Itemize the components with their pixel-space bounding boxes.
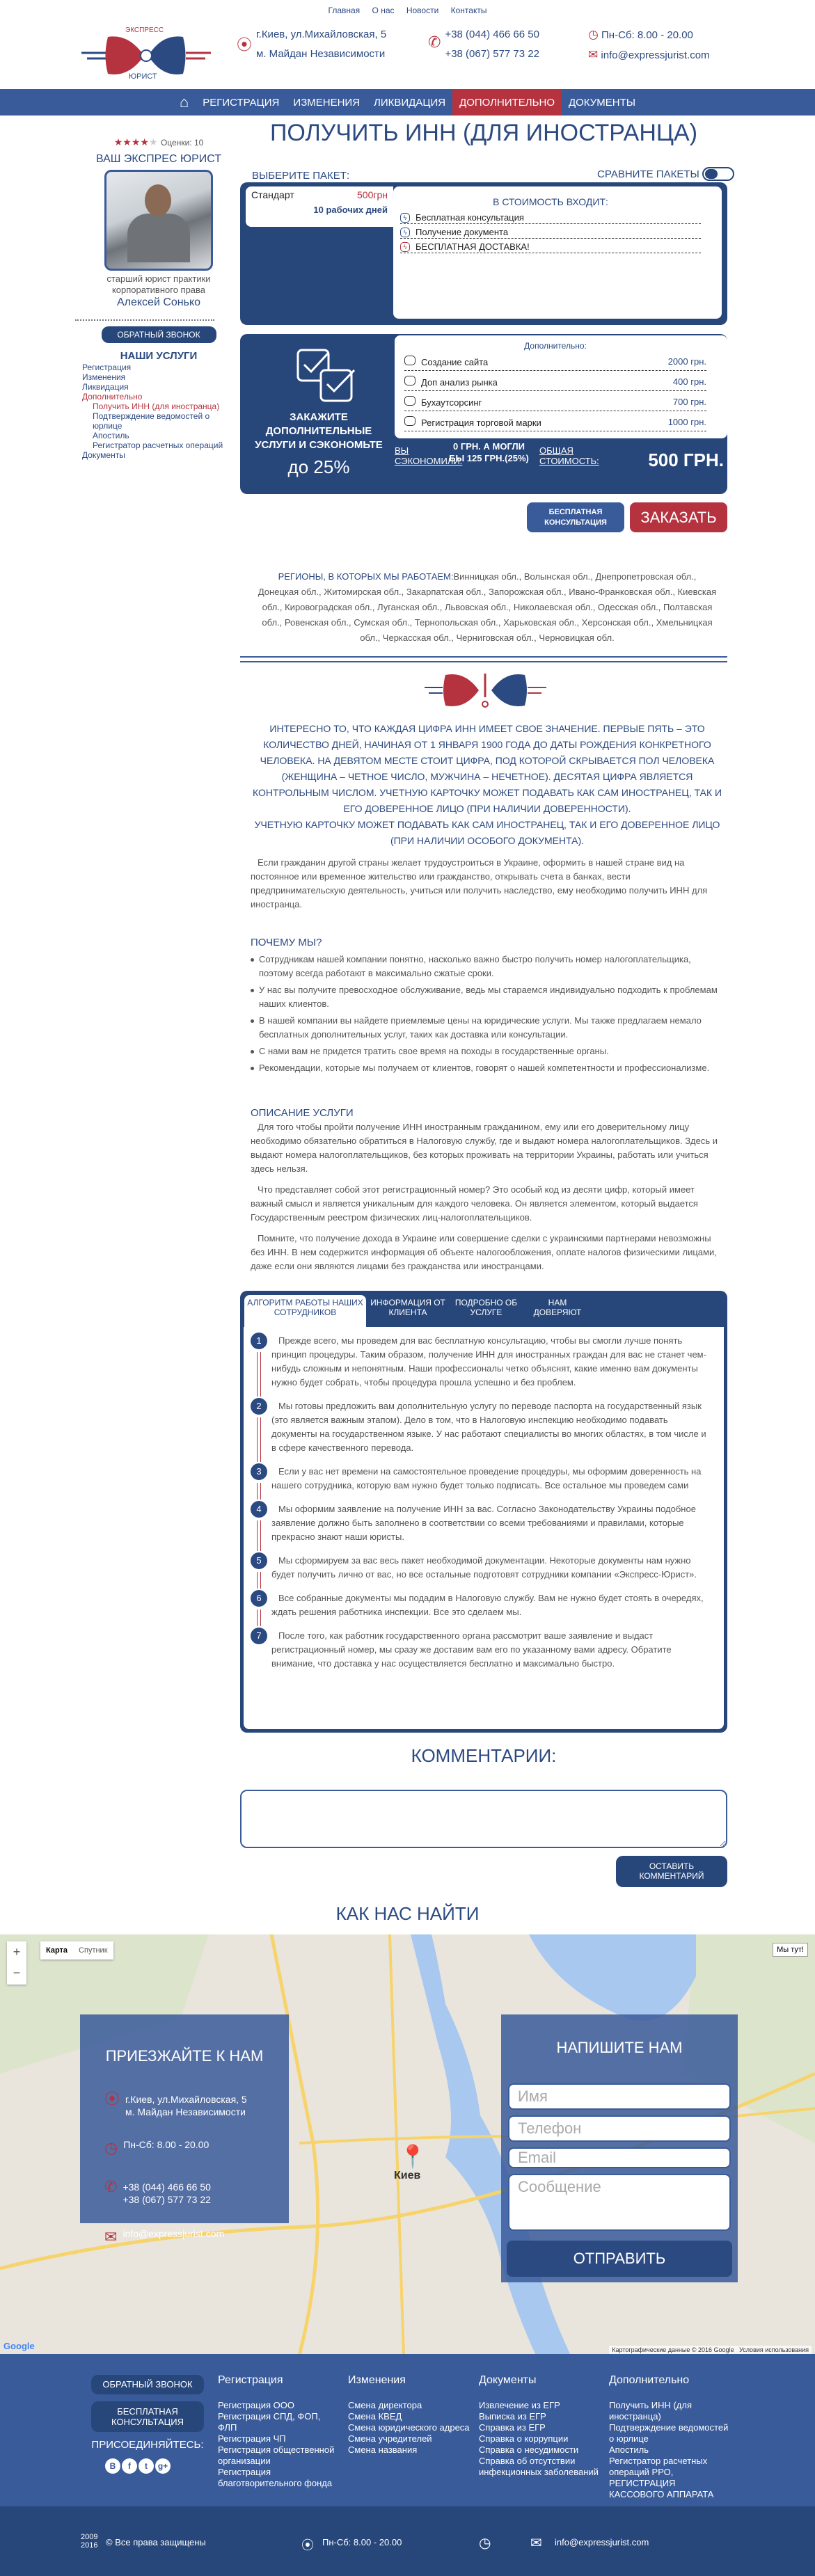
clock-icon: ◷: [479, 2536, 491, 2551]
step-number: 5: [251, 1552, 267, 1569]
header-email[interactable]: info@expressjurist.com: [601, 49, 710, 61]
package-box: [240, 182, 727, 325]
star-icon[interactable]: ★: [140, 136, 149, 148]
nav-changes[interactable]: ИЗМЕНЕНИЯ: [293, 96, 361, 109]
top-links: [0, 6, 815, 15]
nav-registration[interactable]: РЕГИСТРАЦИЯ: [203, 96, 280, 109]
services-menu: [82, 351, 235, 460]
description-heading: ОПИСАНИЕ УСЛУГИ: [251, 1107, 354, 1119]
zoom-controls: [7, 1941, 26, 1985]
includes-heading: В СТОИМОСТЬ ВХОДИТ:: [493, 196, 608, 207]
step-number: 3: [251, 1463, 267, 1480]
footer-bottom: [0, 2506, 815, 2576]
algorithm-step: [244, 1399, 710, 1455]
phone-2[interactable]: +38 (067) 577 73 22: [445, 48, 539, 60]
footer-column-heading[interactable]: Изменения: [348, 2374, 406, 2386]
main-nav: [0, 89, 815, 116]
footer-link[interactable]: Регистрация общественной организации: [218, 2444, 335, 2466]
exclamation-bowtie-icon: [425, 669, 546, 711]
map[interactable]: [0, 1934, 815, 2355]
step-number: 1: [251, 1333, 267, 1349]
tab[interactable]: ПОДРОБНО ОБ УСЛУГЕ: [454, 1298, 518, 1317]
algorithm-step: [244, 1554, 710, 1582]
step-text: После того, как работник государственного органа рассмотрит ваше заявление и выдаст регистрационный номер, мы сразу же доставим вам его по указанному вами адресу. Обратите внимание, что доставка у нас осуществляется бесплатно и максимально быстро.: [271, 1630, 672, 1669]
contact-form-heading: НАПИШИТЕ НАМ: [556, 2039, 683, 2056]
map-marker-icon[interactable]: 📍: [399, 2144, 427, 2169]
step-number: 6: [251, 1590, 267, 1607]
package-includes: [393, 186, 722, 319]
footer-link[interactable]: Получить ИНН (для иностранца): [609, 2400, 693, 2422]
saved-value: 0 ГРН. А МОГЛИ БЫ 125 ГРН.(25%): [449, 441, 529, 463]
nav-additional[interactable]: ДОПОЛНИТЕЛЬНО: [452, 89, 562, 116]
footer-link[interactable]: Извлечение из ЕГР: [479, 2400, 560, 2410]
step-connector: [257, 1483, 261, 1500]
map-attribution: Картографические данные © 2016 Google: [612, 2346, 734, 2353]
interesting-fact-2: УЧЕТНУЮ КАРТОЧКУ МОЖЕТ ПОДАВАТЬ КАК САМ ИНОСТРАНЕЦ, ТАК И ЕГО ДОВЕРЕННОЕ ЛИЦО (ПРИ НАЛИЧИИ ОСОБОГО ДОКУМЕНТА).: [254, 819, 720, 846]
footer-column: [609, 2375, 731, 2500]
contact-form-panel: [501, 2014, 738, 2282]
footer-column-heading[interactable]: Дополнительно: [609, 2374, 690, 2386]
lawyer-photo: [104, 170, 213, 271]
rating-count: Оценки: 10: [160, 138, 204, 148]
callback-button[interactable]: ОБРАТНЫЙ ЗВОНОК: [102, 326, 216, 343]
package-term: 10 рабочих дней: [313, 205, 388, 215]
visit-address1: г.Киев, ул.Михайловская, 5: [125, 2094, 247, 2105]
footer-link[interactable]: Выписка из ЕГР: [479, 2411, 546, 2422]
service-description: [251, 1106, 724, 1280]
footer-link[interactable]: Справка о коррупции: [479, 2433, 569, 2444]
nav-documents[interactable]: ДОКУМЕНТЫ: [568, 96, 636, 109]
footer-consult-button[interactable]: БЕСПЛАТНАЯ КОНСУЛЬТАЦИЯ: [91, 2401, 204, 2432]
footer-link[interactable]: Смена КВЕД: [348, 2411, 402, 2422]
sidebar-service-link[interactable]: Дополнительно: [82, 392, 143, 401]
extra-service-price: 2000 грн.: [667, 356, 706, 367]
mail-icon: ✉: [530, 2536, 542, 2551]
footer: [0, 2354, 815, 2507]
intro-paragraph: Если гражданин другой страны желает трудоустроиться в Украине, оформить в нашей стране вид на постоянное или временное жительство или гражданство, открывать счета в банках, вести предпринимательскую деятельность, учиться или получить наследство, ему необходимо получить ИНН для иностранца.: [251, 857, 708, 909]
order-button[interactable]: ЗАКАЗАТЬ: [630, 502, 727, 532]
copyright: © Все права защищены: [106, 2537, 206, 2547]
comment-input[interactable]: [240, 1790, 727, 1848]
send-button[interactable]: ОТПРАВИТЬ: [507, 2241, 732, 2277]
lightning-icon: ϟ: [400, 213, 410, 223]
extra-service: [404, 416, 541, 428]
logo-text-top: ЭКСПРЕСС: [125, 26, 164, 34]
footer-column-heading[interactable]: Документы: [479, 2374, 537, 2386]
included-item: [400, 212, 701, 224]
footer-link[interactable]: Регистрация ООО: [218, 2400, 294, 2410]
work-hours: Пн-Сб: 8.00 - 20.00: [601, 29, 693, 41]
extra-service-checkbox[interactable]: [404, 416, 416, 426]
map-terms-link[interactable]: Условия использования: [739, 2346, 809, 2353]
top-link-contacts[interactable]: Контакты: [450, 6, 487, 15]
map-pin-icon: ⦿: [237, 36, 253, 54]
visit-us-panel: [80, 2014, 289, 2245]
top-link-news[interactable]: Новости: [406, 6, 439, 15]
extra-service-checkbox[interactable]: [404, 356, 416, 365]
free-consultation-button[interactable]: БЕСПЛАТНАЯ КОНСУЛЬТАЦИЯ: [527, 502, 624, 532]
twitter-icon[interactable]: t: [139, 2458, 154, 2474]
extra-service-label: Регистрация торговой марки: [421, 418, 541, 428]
included-item-label: Получение документа: [416, 227, 509, 237]
footer-link[interactable]: Справка об отсутствии инфекционных заболеваний: [479, 2456, 599, 2477]
choose-package-label: ВЫБЕРИТЕ ПАКЕТ:: [252, 170, 350, 182]
algorithm-step: [244, 1334, 710, 1390]
extra-service-row: [404, 393, 706, 411]
regions: [258, 569, 717, 646]
why-item: Сотрудникам нашей компании понятно, насколько важно быстро получить номер налогоплательщика, поэтому всегда работают в максимально сжатые сроки.: [251, 953, 724, 980]
included-item: [400, 241, 701, 253]
sidebar-service-link[interactable]: Документы: [82, 450, 125, 460]
footer-link[interactable]: Смена учредителей: [348, 2433, 432, 2444]
extras-box: [240, 334, 727, 494]
why-us: [251, 936, 724, 1075]
extras-list: [395, 335, 727, 438]
extra-service-checkbox[interactable]: [404, 396, 416, 406]
interesting-fact-1: ИНТЕРЕСНО ТО, ЧТО КАЖДАЯ ЦИФРА ИНН ИМЕЕТ СВОЕ ЗНАЧЕНИЕ. ПЕРВЫЕ ПЯТЬ – ЭТО КОЛИЧЕСТВО ДНЕЙ, НАЧИНАЯ ОТ 1 ЯНВАРЯ 1900 ГОДА ДО ДАТЫ РОЖДЕНИЯ КОНКРЕТНОГО ЧЕЛОВЕКА. НА ДЕВЯТОМ МЕСТЕ СТОИТ ЦИФРА, ПОД КОТОРОЙ СКРЫВАЕТСЯ ПОЛ ЧЕЛОВЕКА (ЖЕНЩИНА – ЧЕТНОЕ ЧИСЛО, МУЖЧИНА – НЕЧЕТНОЕ). ДЕСЯТАЯ ЦИФРА ЯВЛЯЕТСЯ КОНТРОЛЬНЫМ ЧИСЛОМ. УЧЕТНУЮ КАРТОЧКУ МОЖЕТ ПОДАВАТЬ КАК САМ ИНОСТРАНЕЦ, ТАК И ЕГО ДОВЕРЕННОЕ ЛИЦО (ПРИ НАЛИЧИИ ДОВЕРЕННОСТИ).: [252, 723, 722, 814]
phone-icon: ✆: [428, 33, 441, 51]
address-line2: м. Майдан Независимости: [256, 48, 386, 60]
map-city-label: Киев: [394, 2170, 421, 2181]
logo[interactable]: [80, 26, 212, 82]
saved-label: ВЫ СЭКОНОМИЛИ:: [395, 445, 463, 466]
find-us-heading: КАК НАС НАЙТИ: [335, 1903, 480, 1924]
lawyer-name: Алексей Сонько: [116, 296, 201, 308]
sidebar-service-link[interactable]: Получить ИНН (для иностранца): [93, 401, 220, 411]
vk-icon[interactable]: В: [105, 2458, 120, 2474]
tab[interactable]: АЛГОРИТМ РАБОТЫ НАШИХ СОТРУДНИКОВ: [244, 1295, 366, 1327]
phone-icon: ✆: [104, 2178, 118, 2195]
clock-icon: ◷: [104, 2139, 118, 2156]
interesting-facts: [251, 721, 724, 849]
name-input[interactable]: Имя: [508, 2083, 731, 2110]
phone-input[interactable]: Телефон: [508, 2115, 731, 2142]
why-item: В нашей компании вы найдете приемлемые цены на юридические услуги. Мы также предлагаем немало бесплатных дополнительных услуг, таких как доставка или консультации.: [251, 1014, 724, 1042]
total-value: 500 ГРН.: [648, 450, 724, 470]
mail-icon: ✉: [104, 2228, 118, 2245]
footer-column: [348, 2375, 470, 2456]
extra-service-price: 400 грн.: [672, 376, 706, 387]
step-text: Мы сформируем за вас весь пакет необходимой документации. Некоторые документы нам нужно будет получить лично от вас, но все остальные подготовят сотрудники компании «Экспресс-Юрист».: [271, 1555, 697, 1580]
sidebar-service-link[interactable]: Подтверждение ведомостей о юрлице: [93, 411, 210, 431]
compare-packages[interactable]: [597, 167, 734, 181]
submit-comment-button[interactable]: ОСТАВИТЬ КОММЕНТАРИЙ: [616, 1856, 727, 1887]
footer-column: [218, 2375, 340, 2489]
extra-service-label: Бухаутсорсинг: [421, 397, 482, 408]
why-heading: ПОЧЕМУ МЫ?: [251, 937, 322, 948]
total-label: ОБЩАЯ СТОИМОСТЬ:: [539, 445, 599, 466]
sidebar-service-link[interactable]: Ликвидация: [82, 382, 129, 392]
extra-service-row: [404, 353, 706, 371]
footer-link[interactable]: Регистрация ЧП: [218, 2433, 286, 2444]
header-hours-email: [588, 25, 710, 65]
message-input[interactable]: Сообщение: [508, 2174, 731, 2231]
step-connector: [257, 1609, 261, 1626]
comments-heading: КОММЕНТАРИИ:: [411, 1745, 557, 1766]
logo-text-bottom: ЮРИСТ: [129, 72, 157, 81]
star-icon[interactable]: ★: [122, 136, 132, 148]
step-number: 4: [251, 1501, 267, 1518]
extra-service: [404, 376, 498, 388]
tab[interactable]: ИНФОРМАЦИЯ ОТ КЛИЕНТА: [370, 1298, 445, 1317]
footer-column-heading[interactable]: Регистрация: [218, 2374, 283, 2386]
map-type-map[interactable]: Карта: [46, 1946, 68, 1955]
header-address: [237, 25, 386, 64]
map-type-control: [40, 1941, 113, 1959]
compare-packages-label: СРАВНИТЕ ПАКЕТЫ: [597, 168, 699, 180]
included-item-label: Бесплатная консультация: [416, 212, 524, 223]
algorithm-step: [244, 1465, 710, 1493]
footer-link[interactable]: Смена названия: [348, 2444, 418, 2455]
description-paragraph: Что представляет собой этот регистрационный номер? Это особый код из десяти цифр, который имеет важный смысл и является уникальным для каждого человека. Он является элементом, который выдается Государственным реестром физических лиц-налогоплательщиков.: [251, 1184, 698, 1223]
sidebar-service-link[interactable]: Изменения: [82, 372, 126, 382]
package-price: 500грн: [357, 189, 388, 200]
rating-stars[interactable]: [114, 136, 158, 148]
sidebar-service-link[interactable]: Регистрация: [82, 363, 132, 372]
steps-panel: [244, 1327, 724, 1729]
zoom-in-button[interactable]: +: [13, 1945, 21, 1959]
lawyer-heading: ВАШ ЭКСПРЕС ЮРИСТ: [95, 153, 222, 165]
extra-service: [404, 356, 488, 367]
sidebar: [82, 136, 235, 460]
visit-phone1[interactable]: +38 (044) 466 66 50: [122, 2181, 211, 2193]
map-type-satellite[interactable]: Спутник: [79, 1946, 108, 1955]
step-text: Если у вас нет времени на самостоятельное проведение процедуры, мы оформим доверенность на нашего сотрудника, которую вам нужно будет только подписать. Все остальное мы проведем сами: [271, 1466, 702, 1490]
description-paragraph: Помните, что получение дохода в Украине или совершение сделки с украинскими партнерами невозможны без ИНН. В нем содержится информация об объекте налогообложения, оплате налогов физическими лицами, даже если они являются лицами без гражданства или иностранцами.: [251, 1233, 717, 1271]
double-divider: [240, 656, 727, 662]
home-icon[interactable]: ⌂: [179, 93, 189, 111]
tabs-box: [240, 1291, 727, 1733]
description-paragraph: Для того чтобы пройти получение ИНН иностранным гражданином, ему или его доверительному лицу необходимо обязательно обратиться в Налоговую службу, где и выдают номера налогоплательщиков. Здесь и выдают номера налогоплательщиков, без которых проживать на территории Украины, работать или учиться здесь нельзя.: [251, 1122, 718, 1174]
package-name: Стандарт: [251, 189, 294, 200]
why-item: Рекомендации, которые мы получаем от клиентов, говорят о нашей компетентности и профессионализме.: [251, 1061, 724, 1075]
footer-link[interactable]: Регистрация благотворительного фонда: [218, 2467, 333, 2488]
facebook-icon[interactable]: f: [122, 2458, 137, 2474]
lightning-icon: ϟ: [400, 242, 410, 252]
footer-link[interactable]: Подтверждение ведомостей о юрлице: [609, 2422, 729, 2444]
extras-discount: до 25%: [287, 456, 350, 477]
algorithm-step: [244, 1629, 710, 1671]
extra-service-price: 700 грн.: [672, 397, 706, 407]
footer-link[interactable]: Регистрация СПД, ФОП, ФЛП: [218, 2411, 321, 2433]
footer-link[interactable]: Смена директора: [348, 2400, 422, 2410]
why-item: У нас вы получите превосходное обслуживание, ведь мы стараемся индивидуально подходить к проблемам наших клиентов.: [251, 983, 724, 1011]
regions-list: Винницкая обл., Волынская обл., Днепропетровская обл., Донецкая обл., Житомирская обл., Закарпатская обл., Запорожская обл., Ивано-Франковская обл., Киевская обл., Кировоградская обл., Луганская обл., Львовская обл., Николаевская обл., Одесская обл., Полтавская обл., Ровенская обл., Сумская обл., Тернопольская обл., Харьковская обл., Херсонская обл., Хмельницкая обл., Черкасская обл., Черниговская обл., Черновицкая обл.: [258, 571, 717, 643]
nav-liquidation[interactable]: ЛИКВИДАЦИЯ: [374, 96, 446, 109]
google-plus-icon[interactable]: g+: [155, 2458, 171, 2474]
footer-link[interactable]: Справка из ЕГР: [479, 2422, 546, 2433]
clock-icon: ◷: [588, 28, 599, 41]
footer-column: [479, 2375, 601, 2478]
lightning-icon: ϟ: [400, 228, 410, 237]
page-title: ПОЛУЧИТЬ ИНН (ДЛЯ ИНОСТРАНЦА): [269, 120, 698, 146]
top-link-home[interactable]: Главная: [328, 6, 361, 15]
header-phones: [428, 25, 539, 64]
sidebar-service-link[interactable]: Апостиль: [93, 431, 129, 440]
included-item-label: БЕСПЛАТНАЯ ДОСТАВКА!: [416, 241, 530, 252]
extra-service-label: Доп анализ рынка: [421, 377, 498, 388]
star-icon[interactable]: ★: [148, 136, 158, 148]
marker-infowindow: Мы тут!: [773, 1943, 808, 1957]
extra-service-price: 1000 грн.: [667, 417, 706, 427]
footer-link[interactable]: Апостиль: [609, 2444, 649, 2455]
visit-phone2[interactable]: +38 (067) 577 73 22: [122, 2194, 211, 2205]
step-text: Мы готовы предложить вам дополнительную услугу по переводе паспорта на государственный язык (это является важным этапом). Дело в том, что в Налоговую инспекцию необходимо подавать документы на государственном языке. У нас работают специалисты во многих областях, в том числе и в сфере качественного перевода.: [271, 1401, 706, 1453]
star-icon[interactable]: ★: [131, 136, 141, 148]
lawyer-role: старший юрист практики корпоративного права: [106, 273, 211, 295]
step-connector: [257, 1352, 261, 1397]
address-line1: г.Киев, ул.Михайловская, 5: [256, 29, 387, 40]
footer-hours: Пн-Сб: 8.00 - 20.00: [322, 2537, 402, 2547]
package-standard[interactable]: [246, 186, 393, 227]
google-logo[interactable]: Google: [3, 2341, 35, 2351]
algorithm-step: [244, 1502, 710, 1544]
star-icon[interactable]: ★: [113, 136, 123, 148]
extra-service-row: [404, 413, 706, 431]
map-pin-icon: ⦿: [301, 2538, 314, 2552]
step-text: Все собранные документы мы подадим в Налоговую службу. Вам не нужно будет стоять в очередях, ждать решения работника инспекции. Все это сделаем мы.: [271, 1593, 704, 1617]
tab[interactable]: НАМ ДОВЕРЯЮТ: [533, 1298, 582, 1317]
step-number: 2: [251, 1398, 267, 1415]
visit-heading: ПРИЕЗЖАЙТЕ К НАМ: [105, 2047, 264, 2065]
divider: [75, 319, 214, 321]
sidebar-service-link[interactable]: Регистратор расчетных операций: [93, 440, 223, 450]
email-input[interactable]: Email: [508, 2147, 731, 2168]
visit-hours: Пн-Сб: 8.00 - 20.00: [123, 2139, 209, 2150]
social-icons: [104, 2458, 171, 2474]
regions-label: РЕГИОНЫ, В КОТОРЫХ МЫ РАБОТАЕМ:: [278, 571, 454, 582]
extra-service-row: [404, 373, 706, 391]
footer-email[interactable]: info@expressjurist.com: [555, 2537, 649, 2547]
footer-link[interactable]: Регистратор расчетных операций РРО, РЕГИСТРАЦИЯ КАССОВОГО АППАРАТА: [609, 2456, 714, 2499]
extra-service: [404, 396, 482, 408]
join-label: ПРИСОЕДИНЯЙТЕСЬ:: [91, 2439, 204, 2451]
services-heading: НАШИ УСЛУГИ: [120, 350, 198, 362]
included-item: [400, 226, 701, 239]
map-pin-icon: ⦿: [104, 2090, 120, 2108]
step-connector: [257, 1520, 261, 1551]
top-link-about[interactable]: О нас: [372, 6, 395, 15]
why-item: С нами вам не придется тратить свое время на походы в государственные органы.: [251, 1044, 724, 1058]
extras-heading: Дополнительно:: [524, 341, 587, 351]
extras-promo: ЗАКАЖИТЕ ДОПОЛНИТЕЛЬНЫЕ УСЛУГИ И СЭКОНОМЬТЕ: [255, 411, 383, 451]
step-number: 7: [251, 1628, 267, 1644]
extra-service-checkbox[interactable]: [404, 376, 416, 385]
mail-icon: ✉: [588, 48, 599, 61]
step-connector: [257, 1417, 261, 1462]
phone-1[interactable]: +38 (044) 466 66 50: [445, 29, 539, 40]
extra-service-label: Создание сайта: [421, 357, 489, 367]
visit-address2: м. Майдан Независимости: [125, 2106, 246, 2117]
visit-email[interactable]: info@expressjurist.com: [122, 2228, 225, 2239]
step-text: Прежде всего, мы проведем для вас бесплатную консультацию, чтобы вы смогли лучше понять принцип процедуры. Таким образом, получение ИНН для иностранных граждан для вас не станет чем-нибудь сложным и непонятным. Наши профессионалы четко объяснят, какие именно вам документы нужно будет собрать, чтобы процедура прошла успешно и без проблем.: [271, 1335, 706, 1388]
footer-callback-button[interactable]: ОБРАТНЫЙ ЗВОНОК: [91, 2375, 204, 2394]
zoom-out-button[interactable]: −: [13, 1966, 21, 1980]
compare-toggle[interactable]: [702, 167, 734, 181]
step-connector: [257, 1572, 261, 1589]
step-text: Мы оформим заявление на получение ИНН за вас. Согласно Законодательству Украины подобное заявление должно быть заполнено в соответствии со всеми требованиями и правилами, которые прекрасно знают наши юристы.: [271, 1504, 696, 1542]
double-checkbox-icon: [296, 348, 358, 404]
copyright-years: 2009 2016: [81, 2533, 98, 2550]
algorithm-step: [244, 1591, 710, 1619]
footer-link[interactable]: Справка о несудимости: [479, 2444, 579, 2455]
footer-link[interactable]: Смена юридического адреса: [348, 2422, 470, 2433]
